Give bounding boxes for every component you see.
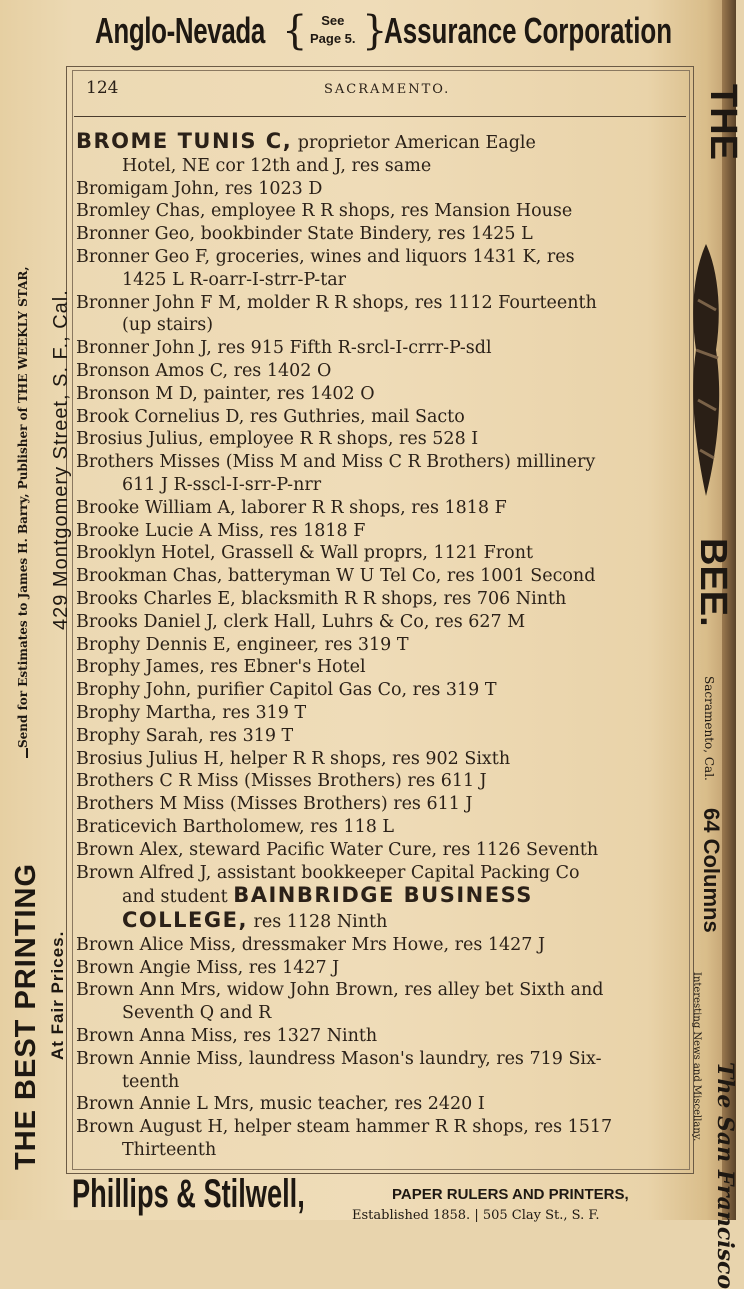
- entry-text: Bromley Chas, employee R R shops, res Mansion House: [76, 201, 573, 222]
- entry-text: Brooklyn Hotel, Grassell & Wall proprs, 1121 Front: [76, 543, 533, 564]
- directory-entries: [76, 130, 688, 1162]
- directory-entry: [76, 314, 688, 337]
- directory-entry: [76, 884, 688, 909]
- entry-text: proprietor American Eagle: [292, 133, 536, 153]
- directory-entry: [76, 979, 688, 1002]
- entry-bold-name: BAINBRIDGE BUSINESS: [233, 883, 533, 908]
- directory-entry: [76, 611, 688, 634]
- directory-entry: [76, 1002, 688, 1025]
- directory-entry: [76, 1116, 688, 1139]
- directory-entry: [76, 1071, 688, 1094]
- entry-text: Brophy James, res Ebner's Hotel: [76, 657, 366, 678]
- address-text: 429 Montgomery Street, S. F., Cal.: [50, 289, 72, 630]
- entry-bold-name: BROME TUNIS C,: [76, 129, 293, 153]
- directory-entry: [76, 748, 688, 771]
- directory-entry: [76, 1048, 688, 1071]
- directory-entry: [76, 1025, 688, 1048]
- directory-entry: [76, 428, 688, 451]
- directory-entry: [76, 406, 688, 429]
- directory-entry: [76, 656, 688, 679]
- directory-entry: [76, 957, 688, 980]
- divider: [26, 748, 28, 758]
- entry-text: and student: [122, 887, 234, 908]
- entry-text: Thirteenth: [122, 1140, 217, 1161]
- entry-text: Brooks Charles E, blacksmith R R shops, res 706 Ninth: [76, 588, 567, 609]
- directory-entry: [76, 542, 688, 565]
- directory-entry: [76, 383, 688, 406]
- entry-text: Brosius Julius H, helper R R shops, res 902 Sixth: [76, 748, 511, 769]
- running-head: SACRAMENTO.: [324, 82, 451, 97]
- top-ad-left-text: Anglo-Nevada: [95, 10, 265, 51]
- entry-text: Hotel, NE cor 12th and J, res same: [122, 155, 432, 176]
- entry-text: Brook Cornelius D, res Guthries, mail Sacto: [76, 406, 465, 427]
- entry-text: Brown Anna Miss, res 1327 Ninth: [76, 1026, 378, 1047]
- directory-entry: [76, 862, 688, 885]
- directory-entry: [76, 360, 688, 383]
- directory-entry: [76, 909, 688, 934]
- entry-text: Brooke William A, laborer R R shops, res 1818 F: [76, 497, 507, 518]
- directory-entry: [76, 200, 688, 223]
- directory-entry: [76, 793, 688, 816]
- bottom-ad-left-text: Phillips & Stilwell,: [72, 1172, 305, 1216]
- right-brace: }: [362, 8, 388, 54]
- entry-text: Brown Annie L Mrs, music teacher, res 2420 I: [76, 1094, 485, 1115]
- entry-text: Brookman Chas, batteryman W U Tel Co, res 1001 Second: [76, 566, 596, 587]
- directory-entry: [76, 178, 688, 201]
- page-number: 124: [86, 78, 119, 98]
- top-ad-right-text: Assurance Corporation: [384, 10, 673, 51]
- bee-illustration: [688, 240, 724, 500]
- city-text: Sacramento, Cal.: [702, 676, 716, 781]
- entry-text: Brown Alfred J, assistant bookkeeper Capital Packing Co: [76, 862, 580, 883]
- entry-text: Brosius Julius, employee R R shops, res 528 I: [76, 429, 479, 450]
- directory-entry: [76, 497, 688, 520]
- entry-text: Bronner Geo F, groceries, wines and liquors 1431 K, res: [76, 246, 575, 267]
- directory-entry: [76, 839, 688, 862]
- entry-text: Brothers Misses (Miss M and Miss C R Brothers) millinery: [76, 452, 596, 473]
- directory-entry: [76, 292, 688, 315]
- entry-text: Bronson M D, painter, res 1402 O: [76, 383, 375, 404]
- entry-text: Brothers C R Miss (Misses Brothers) res 611 J: [76, 771, 487, 792]
- entry-text: (up stairs): [122, 315, 214, 336]
- columns-text: 64 Columns: [699, 808, 724, 933]
- entry-bold-name: COLLEGE,: [122, 908, 248, 933]
- bottom-ad-established-text: Established 1858. | 505 Clay St., S. F.: [352, 1208, 600, 1223]
- directory-entry: [76, 725, 688, 748]
- directory-entry: [76, 451, 688, 474]
- directory-entry: [76, 1139, 688, 1162]
- entry-text: 611 J R-sscl-I-srr-P-nrr: [122, 474, 322, 495]
- best-printing-text: THE BEST PRINTING: [10, 862, 42, 1170]
- entry-text: teenth: [122, 1071, 180, 1092]
- directory-entry: [76, 679, 688, 702]
- fair-prices-text: At Fair Prices.: [48, 930, 67, 1060]
- the-text: THE: [702, 84, 744, 160]
- top-advertisement: [0, 0, 736, 64]
- directory-entry: [76, 634, 688, 657]
- directory-entry: [76, 565, 688, 588]
- entry-text: Brothers M Miss (Misses Brothers) res 611 J: [76, 794, 473, 815]
- directory-entry: [76, 246, 688, 269]
- bee-text: BEE.: [692, 538, 734, 627]
- see-line1: See: [321, 13, 345, 28]
- entry-text: 1425 L R-oarr-I-strr-P-tar: [122, 269, 347, 290]
- entry-text: Brown Ann Mrs, widow John Brown, res alley bet Sixth and: [76, 980, 604, 1001]
- entry-text: Brown Alex, steward Pacific Water Cure, res 1126 Seventh: [76, 839, 599, 860]
- directory-entry: [76, 337, 688, 360]
- entry-text: Bronner Geo, bookbinder State Bindery, res 1425 L: [76, 224, 533, 245]
- directory-entry: [76, 934, 688, 957]
- entry-text: Brophy Sarah, res 319 T: [76, 725, 294, 746]
- entry-text: Brophy Dennis E, engineer, res 319 T: [76, 634, 409, 655]
- directory-entry: [76, 702, 688, 725]
- entry-text: Bronner John J, res 915 Fifth R-srcl-I-crrr-P-sdl: [76, 338, 492, 359]
- directory-entry: [76, 816, 688, 839]
- directory-entry: [76, 269, 688, 292]
- directory-entry: [76, 155, 688, 178]
- send-estimates-text: Send for Estimates to James H. Barry, Publisher of THE WEEKLY STAR,: [16, 266, 30, 748]
- directory-entry: [76, 130, 688, 155]
- entry-text: Brophy Martha, res 319 T: [76, 702, 307, 723]
- see-page-note: [310, 12, 356, 48]
- directory-entry: [76, 223, 688, 246]
- entry-text: Braticevich Bartholomew, res 118 L: [76, 816, 395, 837]
- entry-text: Brown Annie Miss, laundress Mason's laundry, res 719 Six-: [76, 1048, 602, 1069]
- entry-text: Brophy John, purifier Capitol Gas Co, res 319 T: [76, 680, 497, 701]
- bottom-ad-right-text: PAPER RULERS AND PRINTERS,: [392, 1186, 629, 1203]
- entry-text: Brooke Lucie A Miss, res 1818 F: [76, 520, 366, 541]
- entry-text: Brown Alice Miss, dressmaker Mrs Howe, res 1427 J: [76, 934, 545, 955]
- directory-entry: [76, 770, 688, 793]
- miscellany-text: Interesting News and Miscellany.: [691, 972, 702, 1142]
- directory-entry: [76, 1093, 688, 1116]
- entry-text: Brooks Daniel J, clerk Hall, Luhrs & Co, res 627 M: [76, 611, 526, 632]
- see-line2: Page 5.: [310, 31, 356, 46]
- header-rule: [74, 116, 686, 117]
- entry-text: Bronner John F M, molder R R shops, res 1112 Fourteenth: [76, 292, 597, 313]
- entry-text: Seventh Q and R: [122, 1003, 272, 1024]
- directory-entry: [76, 474, 688, 497]
- entry-text: res 1128 Ninth: [247, 912, 388, 933]
- san-francisco-text: The San Francisco: [712, 1062, 738, 1289]
- directory-entry: [76, 520, 688, 543]
- entry-text: Bromigam John, res 1023 D: [76, 178, 323, 199]
- directory-entry: [76, 588, 688, 611]
- entry-text: Brown August H, helper steam hammer R R shops, res 1517: [76, 1117, 613, 1138]
- left-brace: {: [282, 8, 308, 54]
- entry-text: Bronson Amos C, res 1402 O: [76, 360, 332, 381]
- entry-text: Brown Angie Miss, res 1427 J: [76, 957, 340, 978]
